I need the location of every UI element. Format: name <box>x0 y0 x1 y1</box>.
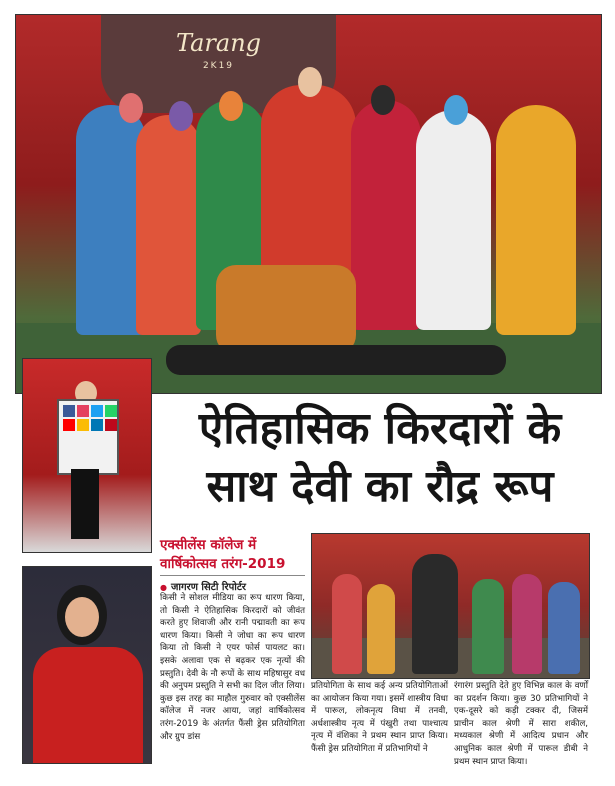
headline-line-1: ऐतिहासिक किरदारों के <box>198 403 562 454</box>
banner-subtitle: 2K19 <box>202 61 235 71</box>
subheadline-line-1: एक्सीलेंस कॉलेज में <box>160 537 257 553</box>
divider <box>160 575 305 576</box>
performer-face <box>119 93 143 123</box>
article-column-2: प्रतियोगिता के साथ कई अन्य प्रतियोगिताओं का आयोजन किया गया। इसमें शास्त्रीय विधा में पारूल, लोकनृत्य विधा में तनवी, अर्धशास्त्रीय नृत्य में पंखुरी तथा पाश्चात्य नृत्य में वंशिका ने प्रथम स्थान प्राप्त किया। फैंसी ड्रेस प्रतियोगिता में प्रतिभागियों ने <box>311 681 448 754</box>
performer-figure <box>367 584 395 674</box>
performer-figure <box>332 574 362 674</box>
performer-figure <box>412 554 458 674</box>
performer-face <box>169 101 193 131</box>
performer-face <box>65 597 99 637</box>
performer-figure <box>512 574 542 674</box>
performer-figure <box>496 105 576 335</box>
article-headline <box>160 400 600 516</box>
performer-figure <box>216 265 356 355</box>
performer-face <box>444 95 468 125</box>
performer-face <box>219 91 243 121</box>
main-photo <box>15 14 602 394</box>
article-column-1: किसी ने सोशल मीडिया का रूप धारण किया, तो किसी ने ऐतिहासिक किरदारों को जीवंत करते हुए शिवाजी और रानी पद्मावती का रूप धारण किया। किसी ने जोधा का रूप धारण किया तो किसी ने एयर फोर्स पायलट का। इसके अलावा एक से बढ़कर एक नृत्यों की प्रस्तुति। देवी के नौ रूपों के साथ महिषासुर वध की अनुपम प्रस्तुति ने सभी का दिल जीत लिया। कुछ इस तरह का माहौल गुरुवार को एक्सीलेंस कॉलेज में नजर आया, जहां वार्षिकोत्सव तरंग-2019 के अंतर्गत फैंसी ड्रेस प्रतियोगिता और ग्रुप डांस <box>160 593 305 742</box>
left-photo-social-media-costume <box>22 358 152 553</box>
byline: ● जागरण सिटी रिपोर्टर <box>160 579 305 593</box>
article-subheadline <box>160 536 305 574</box>
headline-line-2: साथ देवी का रौद्र रूप <box>206 461 554 512</box>
performer-figure <box>136 115 201 335</box>
performer-figure <box>472 579 504 674</box>
article-column-3: रंगारंग प्रस्तुति देते हुए विभिन्न काल के वर्णों का प्रदर्शन किया। कुछ 30 प्रतिभागियों ने एक-दूसरे को कड़ी टक्कर दी, जिसमें प्राचीन काल श्रेणी में सारा शकील, मध्यकाल श्रेणी में आदित्य प्रधान और आधुनिक काल श्रेणी में पारूल डीबी ने प्रथम स्थान प्राप्त किया। <box>454 681 588 767</box>
event-photo-fancy-dress <box>311 533 590 679</box>
left-photo-dancer <box>22 566 152 764</box>
performer-figure <box>71 469 99 539</box>
social-media-board <box>57 399 119 475</box>
performer-face <box>298 67 322 97</box>
performer-face <box>371 85 395 115</box>
performer-figure <box>351 100 421 330</box>
performer-saree <box>33 647 143 763</box>
banner-title: Tarang <box>175 29 262 57</box>
subheadline-line-2: वार्षिकोत्सव तरंग-2019 <box>160 556 286 572</box>
performer-figure <box>416 110 491 330</box>
performer-figure <box>166 345 506 375</box>
performer-figure <box>548 582 580 674</box>
